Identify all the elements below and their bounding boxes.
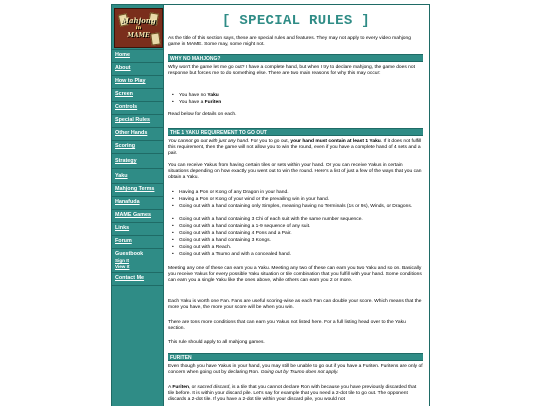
section2-paragraph-1: You cannot go out with just any hand. For you to go out, your hand must contain at least 1 Yaku. If it does not fulfill this requirement, then the game will not allow you to win the round, even if you have a complete hand of 4 sets and a pair. bbox=[168, 139, 422, 156]
sidebar-item-scoring[interactable]: Scoring bbox=[115, 143, 136, 149]
intro-paragraph: As the title of this section says, these are special rules and features. They may not apply to every video mahjong game in MAME. Some may, some might not. bbox=[168, 36, 411, 47]
sidebar-item-home[interactable]: Home bbox=[115, 52, 130, 58]
logo-line-3: MAME bbox=[127, 32, 150, 39]
sidebar-item-other-hands[interactable]: Other Hands bbox=[115, 130, 148, 136]
sidebar-item-special-rules[interactable]: Special Rules bbox=[115, 117, 151, 123]
sidebar-item-strategy[interactable]: Strategy bbox=[115, 158, 137, 164]
list-item: • Going out with a hand containing only Simples, meaning having no Terminals (1s or 9s), Winds, or Dragons. bbox=[179, 204, 421, 210]
page-title: [ SPECIAL RULES ] bbox=[222, 13, 370, 29]
sidebar-item-mahjong-terms[interactable]: Mahjong Terms bbox=[115, 186, 155, 192]
list-item: • Having a Pon or Kong of your wind or the prevailing win in your hand. bbox=[179, 197, 421, 203]
list-item: • Going out with a hand containing 4 Pons and a Pair. bbox=[179, 231, 421, 237]
section2-paragraph-2: You can receive Yakus from having certain tiles or sets within your hand. Or you can receive Yakus in certain situations depending on how exactly you went out to win the round. Here's a list of just a few of the ways that you can obtain a Yaku. bbox=[168, 163, 422, 180]
sidebar-item-mame-games[interactable]: MAME Games bbox=[115, 212, 151, 218]
section2-paragraph-3: Meeting any one of these can earn you a Yaku. Meeting any two of these can earn you two Yaku and so on. Basically you receive Yakus for every possible Yaku situation or tile combination that you fulfill with your hand. Some conditions can earn you a single Yaku like the ones above, while others can earn you 2 or more. bbox=[168, 266, 422, 283]
section1-paragraph-1: Why won't the game let me go out? I have a complete hand, but when I try to declare mahjong, the game does not response but forces me to do something else. There are two main reasons for why this may occur: bbox=[168, 65, 415, 76]
list-item: • Going out with a Reach. bbox=[179, 245, 421, 251]
list-item: • Going out with a hand containing a 1-9 sequence of any suit. bbox=[179, 224, 421, 230]
section-header-furiten: FURITEN bbox=[168, 353, 423, 361]
sidebar-item-screen[interactable]: Screen bbox=[115, 91, 133, 97]
section1-paragraph-2: Read below for details on each. bbox=[168, 112, 237, 117]
section2-paragraph-5: There are tons more conditions that can earn you Yakus not listed here. For a full listing head over to the Yaku section. bbox=[168, 320, 406, 331]
list-item: • Going out with a hand containing 3 Kongs. bbox=[179, 238, 421, 244]
sidebar-item-contact[interactable]: Contact Me bbox=[115, 275, 145, 281]
section3-paragraph-2: A Furiten, or sacred discard, is a tile that you cannot declare Ron with because you have previously discarded that tile before. It is within your discard pile. Let's say for example that you need a 2-dot tile to go out. The opponent discards a 2-dot tile. If you have a 2-dot tile within your discard pile, you would not bbox=[168, 385, 417, 402]
main-content bbox=[111, 4, 428, 405]
sidebar-item-controls[interactable]: Controls bbox=[115, 104, 138, 110]
guestbook-label: Guestbook bbox=[115, 251, 144, 257]
section2-paragraph-4: Each Yaku is worth one Fan. Fans are useful scoring-wise as each Fan can double your score. Which means that the more you have, the more your score will be when you win. bbox=[168, 299, 422, 310]
sidebar-item-forum[interactable]: Forum bbox=[115, 238, 132, 244]
guestbook-view-link[interactable]: View It bbox=[115, 264, 130, 269]
section-header-yaku-requirement: THE 1 YAKU REQUIREMENT TO GO OUT bbox=[168, 128, 423, 136]
guestbook-sign-link[interactable]: Sign It bbox=[115, 258, 130, 263]
sidebar-item-links[interactable]: Links bbox=[115, 225, 130, 231]
sidebar-item-how-to-play[interactable]: How to Play bbox=[115, 78, 146, 84]
list-item: • You have no Yaku bbox=[179, 93, 421, 99]
logo-line-1: Mahjong bbox=[121, 16, 156, 25]
section3-paragraph-1: Even though you have Yakus in your hand, you may still be unable to go out if you have a Furiten. Furitens are only of concern when going out by declaring Ron. Going out by Tsumo does not apply. bbox=[168, 364, 423, 375]
section-header-why-no-mahjong: WHY NO MAHJONG? bbox=[168, 54, 423, 62]
list-item: • Having a Pon or Kong of any Dragon in your hand. bbox=[179, 190, 421, 196]
logo-line-2: in bbox=[135, 25, 142, 31]
list-item: • Going out with a hand containing 3 Chi of each suit with the same number sequence. bbox=[179, 217, 421, 223]
sidebar-item-hanafuda[interactable]: Hanafuda bbox=[115, 199, 140, 205]
section2-paragraph-6: This rule should apply to all mahjong games. bbox=[168, 340, 265, 345]
list-item: • Going out with a Tsumo and with a concealed hand. bbox=[179, 252, 421, 258]
list-item: • You have a Furiten bbox=[179, 100, 421, 106]
sidebar-item-about[interactable]: About bbox=[115, 65, 131, 71]
sidebar-item-yaku[interactable]: Yaku bbox=[115, 173, 128, 179]
